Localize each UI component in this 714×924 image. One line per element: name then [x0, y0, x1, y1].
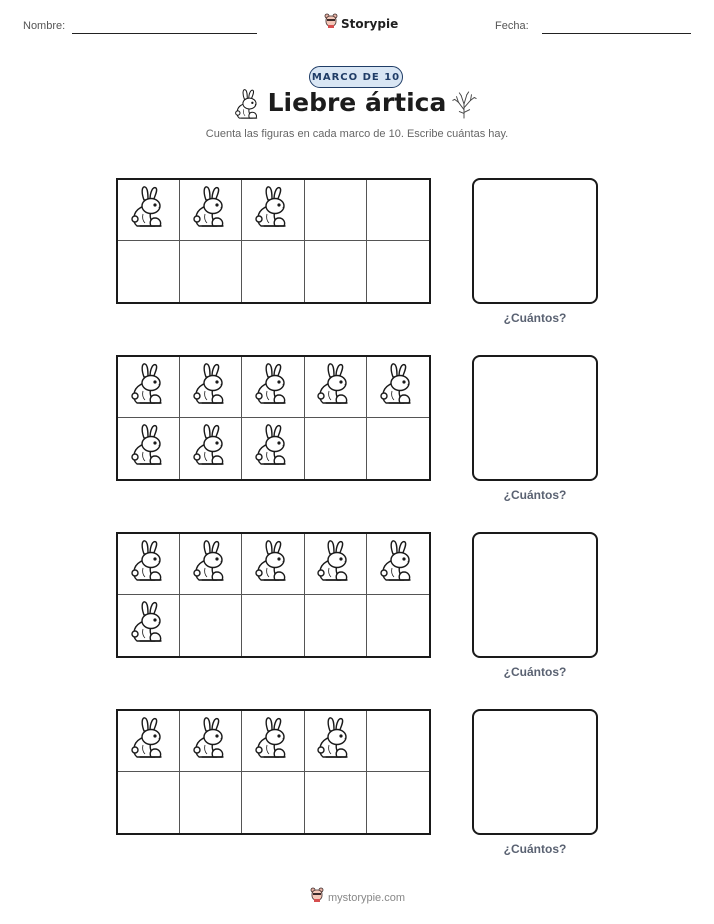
ten-frame-cell	[180, 241, 242, 302]
ten-frame-cell	[242, 711, 304, 772]
ten-frame-cell	[180, 711, 242, 772]
ten-frame-cell	[180, 772, 242, 833]
rabbit-icon	[378, 363, 418, 412]
name-field[interactable]	[72, 33, 257, 34]
rabbit-icon	[191, 424, 231, 473]
ten-frame-cell	[367, 357, 429, 418]
ten-frame-cell	[367, 595, 429, 656]
ten-frame-cell	[367, 241, 429, 302]
rabbit-icon	[315, 540, 355, 589]
ten-frame-cell	[242, 534, 304, 595]
rabbit-icon	[129, 540, 169, 589]
ten-frame	[116, 709, 431, 835]
footer-url[interactable]: mystorypie.com	[328, 891, 406, 904]
ten-frame-cell	[367, 711, 429, 772]
rabbit-icon	[129, 424, 169, 473]
ten-frame	[116, 355, 431, 481]
rabbit-icon	[191, 186, 231, 235]
ten-frame-cell	[180, 418, 242, 479]
ten-frame-cell	[305, 180, 367, 241]
ten-frame-cell	[118, 418, 180, 479]
ten-frame-cell	[118, 357, 180, 418]
ten-frame-cell	[118, 241, 180, 302]
ten-frame-cell	[305, 534, 367, 595]
ten-frame-cell	[305, 711, 367, 772]
rabbit-icon	[378, 540, 418, 589]
answer-label: ¿Cuántos?	[503, 311, 567, 325]
ten-frame-cell	[367, 772, 429, 833]
rabbit-icon	[129, 363, 169, 412]
ten-frame-cell	[180, 357, 242, 418]
answer-label: ¿Cuántos?	[503, 842, 567, 856]
ten-frame-cell	[242, 595, 304, 656]
ten-frame	[116, 532, 431, 658]
ten-frame-cell	[305, 357, 367, 418]
answer-label: ¿Cuántos?	[503, 665, 567, 679]
ten-frame-cell	[305, 595, 367, 656]
ten-frame-cell	[305, 772, 367, 833]
rabbit-icon	[129, 601, 169, 650]
rabbit-icon	[315, 363, 355, 412]
ten-frame-cell	[118, 595, 180, 656]
rabbit-icon	[129, 186, 169, 235]
ten-frame-cell	[118, 711, 180, 772]
ten-frame-cell	[305, 418, 367, 479]
answer-box[interactable]	[472, 355, 598, 481]
ten-frame-cell	[242, 772, 304, 833]
ten-frame-cell	[180, 180, 242, 241]
ten-frame-cell	[305, 241, 367, 302]
rabbit-icon	[191, 717, 231, 766]
rabbit-icon	[191, 540, 231, 589]
ten-frame-cell	[242, 357, 304, 418]
answer-label: ¿Cuántos?	[503, 488, 567, 502]
storypie-logo-icon	[310, 887, 324, 908]
brand-name: Storypie	[341, 16, 399, 31]
date-field[interactable]	[542, 33, 691, 34]
rabbit-icon	[253, 540, 293, 589]
answer-box[interactable]	[472, 532, 598, 658]
ten-frame-cell	[367, 534, 429, 595]
ten-frame-cell	[242, 418, 304, 479]
answer-box[interactable]	[472, 709, 598, 835]
ten-frame-cell	[242, 241, 304, 302]
rabbit-icon	[191, 363, 231, 412]
rabbit-icon	[253, 717, 293, 766]
ten-frame	[116, 178, 431, 304]
rabbit-icon	[129, 717, 169, 766]
instructions: Cuenta las figuras en cada marco de 10. Escribe cuántas hay.	[205, 128, 509, 140]
ten-frame-cell	[242, 180, 304, 241]
rabbit-icon	[253, 363, 293, 412]
storypie-logo-icon	[324, 13, 338, 34]
brand-logo	[324, 13, 398, 34]
name-label: Nombre:	[23, 20, 66, 32]
ten-frame-cell	[180, 534, 242, 595]
answer-box[interactable]	[472, 178, 598, 304]
ten-frame-cell	[118, 180, 180, 241]
ten-frame-cell	[118, 534, 180, 595]
footer	[310, 887, 405, 908]
ten-frame-cell	[180, 595, 242, 656]
rabbit-icon	[253, 424, 293, 473]
ten-frame-cell	[367, 180, 429, 241]
page-title: Liebre ártica	[267, 88, 447, 117]
worksheet-type-badge: MARCO DE 10	[309, 66, 403, 88]
frosted-bush-icon	[450, 91, 478, 124]
ten-frame-cell	[367, 418, 429, 479]
rabbit-icon	[253, 186, 293, 235]
ten-frame-cell	[118, 772, 180, 833]
rabbit-icon	[315, 717, 355, 766]
date-label: Fecha:	[495, 20, 529, 32]
